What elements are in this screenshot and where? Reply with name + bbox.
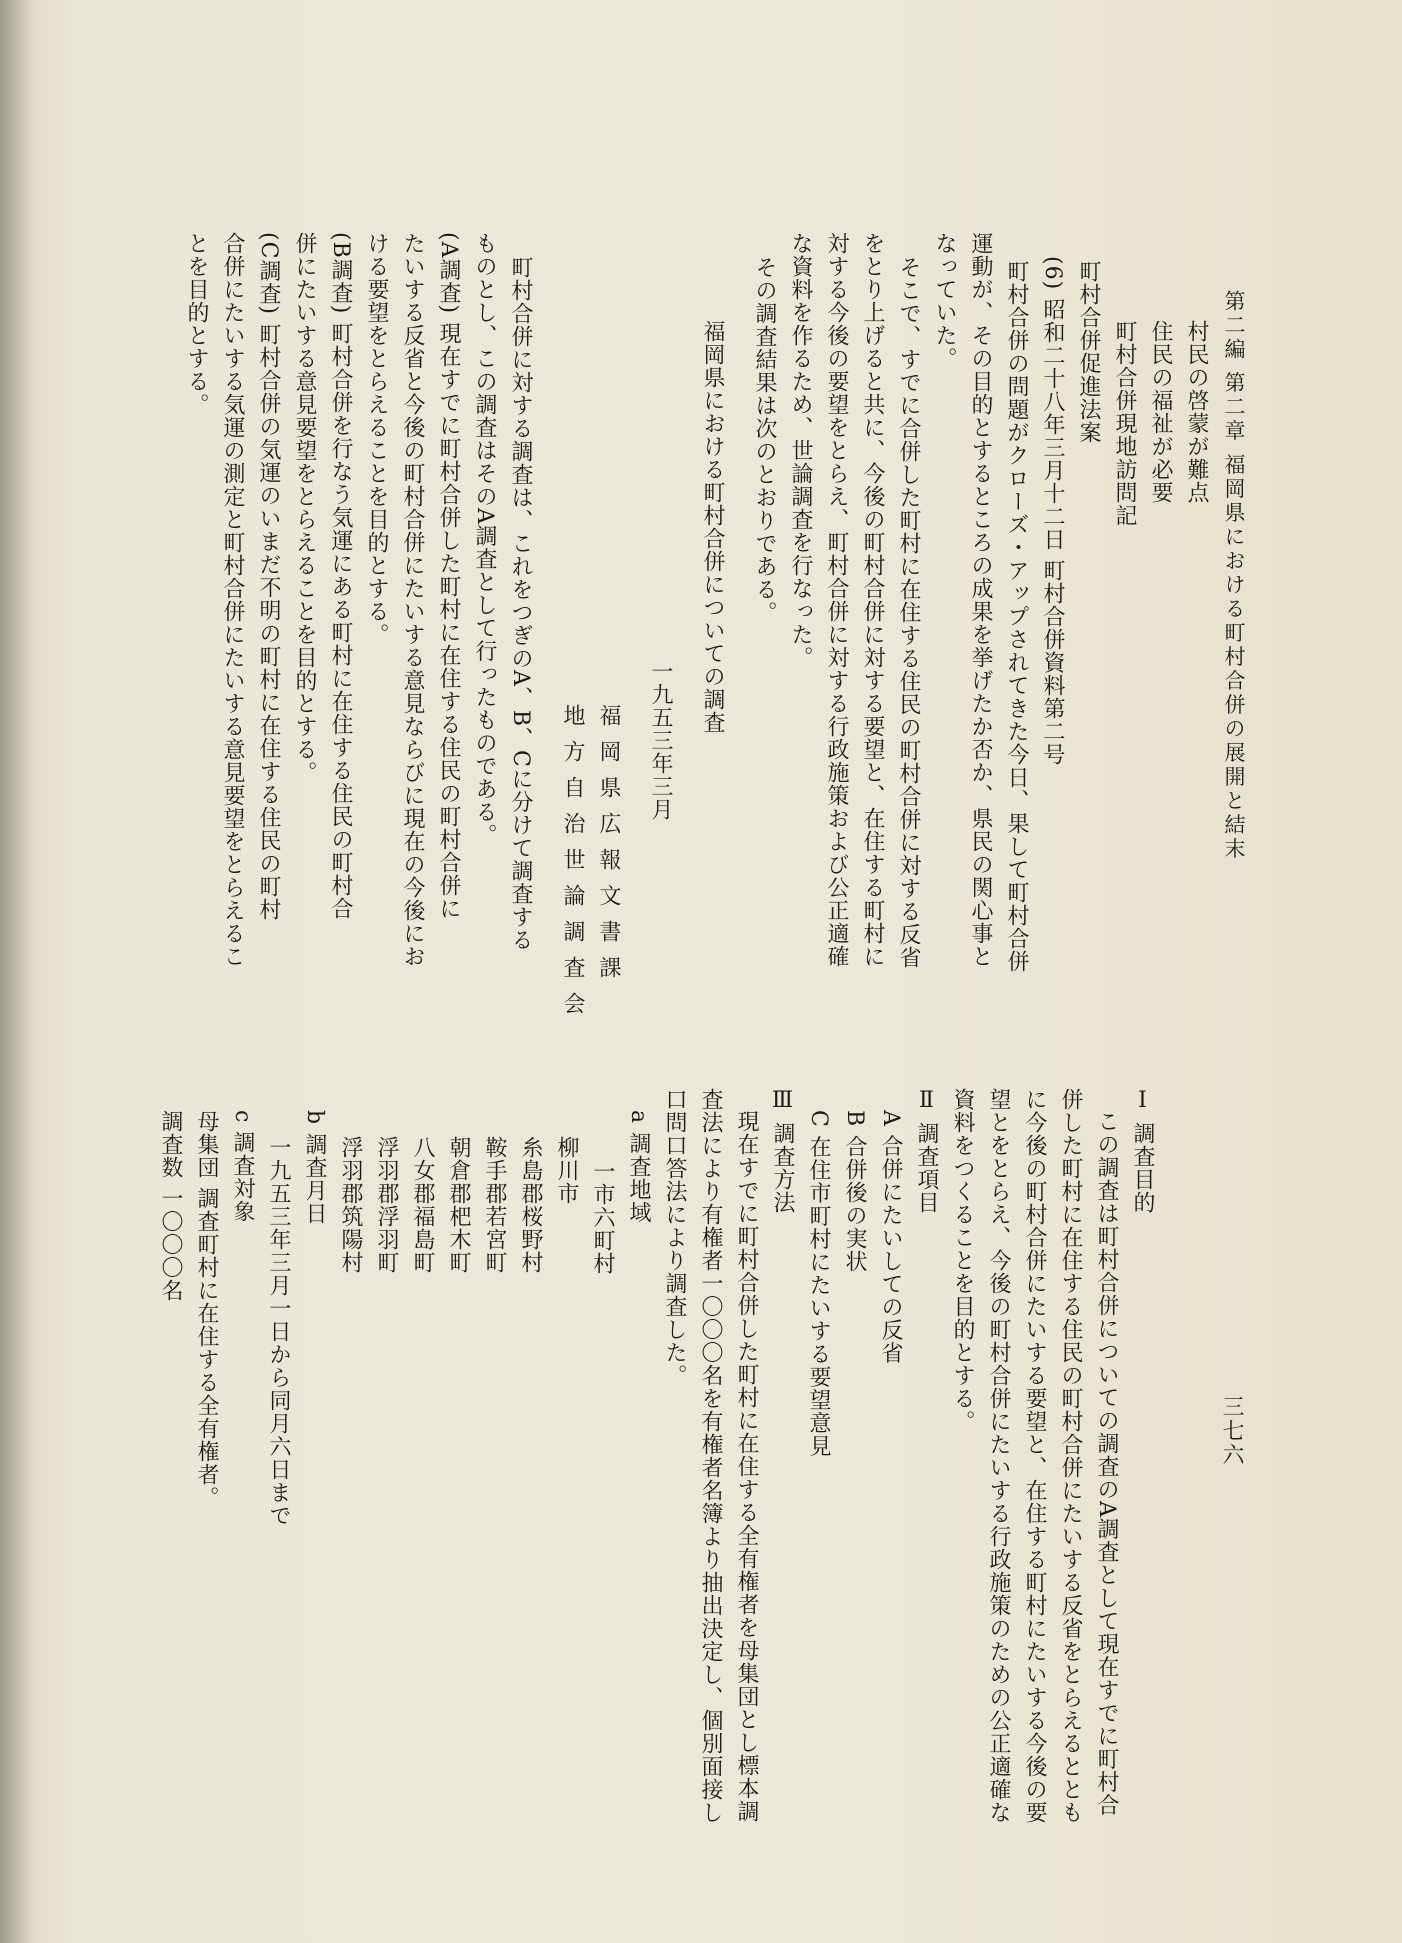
lower-line-23: 浮羽郡筑陽村 bbox=[338, 1136, 363, 1274]
upper-line-3: 町村合併現地訪問記 bbox=[1112, 320, 1137, 527]
lower-line-26: c 調査対象 bbox=[230, 1110, 255, 1224]
lower-line-12: 現在すでに町村合併した町村に在住する全有権者を母集団とし標本調 bbox=[734, 1110, 759, 1823]
lower-line-17: 柳川市 bbox=[554, 1136, 579, 1205]
upper-line-9: そこで、すでに合併した町村に在住する住民の町村合併に対する反省 bbox=[896, 256, 921, 969]
lower-line-4: に今後の町村合併にたいする要望と、在住する町村にたいする今後の要 bbox=[1022, 1088, 1047, 1824]
lower-line-27: 母集団 調査町村に在住する全有権者。 bbox=[194, 1110, 219, 1509]
lower-line-28: 調査数 一〇〇〇名 bbox=[158, 1110, 183, 1302]
upper-line-4: 町村合併促進法案 bbox=[1076, 260, 1101, 444]
upper-line-6: 町村合併の問題がクローズ・アップされてきた今日、果して町村合併 bbox=[1004, 260, 1029, 973]
upper-line-22: ける要望をとらえることを目的とする。 bbox=[364, 232, 389, 646]
lower-line-25: 一九五三年三月一日から同月六日まで bbox=[266, 1136, 291, 1527]
upper-line-11: 対する今後の要望をとらえ、町村合併に対する行政施策および公正適確 bbox=[824, 232, 849, 968]
lower-line-8: A 合併にたいしての反省 bbox=[878, 1110, 903, 1365]
running-head: 第二編 第二章 福岡県における町村合併の展開と結末 bbox=[1222, 290, 1246, 862]
upper-line-20: (A調査) 現在すでに町村合併した町村に在住する住民の町村合併に bbox=[436, 232, 461, 921]
lower-line-22: 浮羽郡浮羽町 bbox=[374, 1136, 399, 1274]
upper-line-23: (B調査) 町村合併を行なう気運にある町村に在住する住民の町村合 bbox=[328, 232, 353, 921]
lower-line-15: a 調査地域 bbox=[626, 1110, 651, 1225]
upper-line-1: 村民の啓蒙が難点 bbox=[1184, 320, 1209, 504]
lower-line-24: b 調査月日 bbox=[302, 1110, 327, 1226]
lower-line-1: Ⅰ 調査目的 bbox=[1130, 1088, 1155, 1214]
upper-line-18: 町村合併に対する調査は、これをつぎのA、B、Cに分けて調査する bbox=[508, 256, 533, 952]
survey-date: 一九五三年三月 bbox=[648, 660, 673, 821]
lower-line-6: 資料をつくることを目的とする。 bbox=[950, 1088, 975, 1433]
lower-line-16: 一市六町村 bbox=[590, 1160, 615, 1275]
upper-line-12: な資料を作るため、世論調査を行なった。 bbox=[788, 232, 813, 669]
upper-line-25: (C調査) 町村合併の気運のいまだ不明の町村に在住する住民の町村 bbox=[256, 232, 281, 921]
lower-line-7: Ⅱ 調査項目 bbox=[914, 1088, 939, 1214]
upper-line-5: (6) 昭和二十八年三月十二日 町村合併資料第二号 bbox=[1040, 256, 1065, 767]
spine-shadow bbox=[0, 0, 34, 1943]
upper-line-10: をとり上げると共に、今後の町村合併に対する要望と、在住する町村に bbox=[860, 232, 885, 968]
upper-line-13: その調査結果は次のとおりである。 bbox=[752, 256, 777, 624]
lower-line-2: この調査は町村合併についての調査のA調査として現在すでに町村合 bbox=[1094, 1110, 1119, 1817]
survey-org-1: 福岡県広報文書課 bbox=[596, 704, 621, 992]
lower-line-19: 鞍手郡若宮町 bbox=[482, 1136, 507, 1274]
lower-line-18: 糸島郡桜野村 bbox=[518, 1136, 543, 1274]
upper-line-8: なっていた。 bbox=[932, 232, 957, 370]
survey-org-2: 地方自治世論調査会 bbox=[560, 704, 585, 1028]
upper-line-2: 住民の福祉が必要 bbox=[1148, 320, 1173, 504]
lower-line-20: 朝倉郡杷木町 bbox=[446, 1136, 471, 1274]
lower-line-5: 望とをとらえ、今後の町村合併にたいする行政施策のための公正適確な bbox=[986, 1088, 1011, 1824]
upper-line-7: 運動が、その目的とするところの成果を挙げたか否か、県民の関心事と bbox=[968, 232, 993, 968]
lower-line-21: 八女郡福島町 bbox=[410, 1136, 435, 1274]
upper-line-27: とを目的とする。 bbox=[184, 232, 209, 416]
upper-line-19: ものとし、この調査はそのA調査として行ったものである。 bbox=[472, 232, 497, 847]
upper-line-21: たいする反省と今後の町村合併にたいする意見ならびに現在の今後にお bbox=[400, 232, 425, 968]
upper-line-26: 合併にたいする気運の測定と町村合併にたいする意見要望をとらえるこ bbox=[220, 232, 245, 968]
lower-line-14: 口問口答法により調査した。 bbox=[662, 1088, 687, 1387]
page-number: 三七六 bbox=[1219, 1395, 1244, 1467]
survey-title: 福岡県における町村合併についての調査 bbox=[700, 320, 725, 734]
lower-line-9: B 合併後の実状 bbox=[842, 1110, 867, 1274]
upper-line-24: 併にたいする意見要望をとらえることを目的とする。 bbox=[292, 232, 317, 784]
lower-line-13: 査法により有権者一〇〇〇名を有権者名簿より抽出決定し、個別面接し bbox=[698, 1088, 723, 1824]
lower-line-10: C 在住市町村にたいする要望意見 bbox=[806, 1110, 831, 1458]
lower-line-3: 併した町村に在住する住民の町村合併にたいする反省をとらえるととも bbox=[1058, 1088, 1083, 1824]
lower-line-11: Ⅲ 調査方法 bbox=[770, 1088, 795, 1214]
